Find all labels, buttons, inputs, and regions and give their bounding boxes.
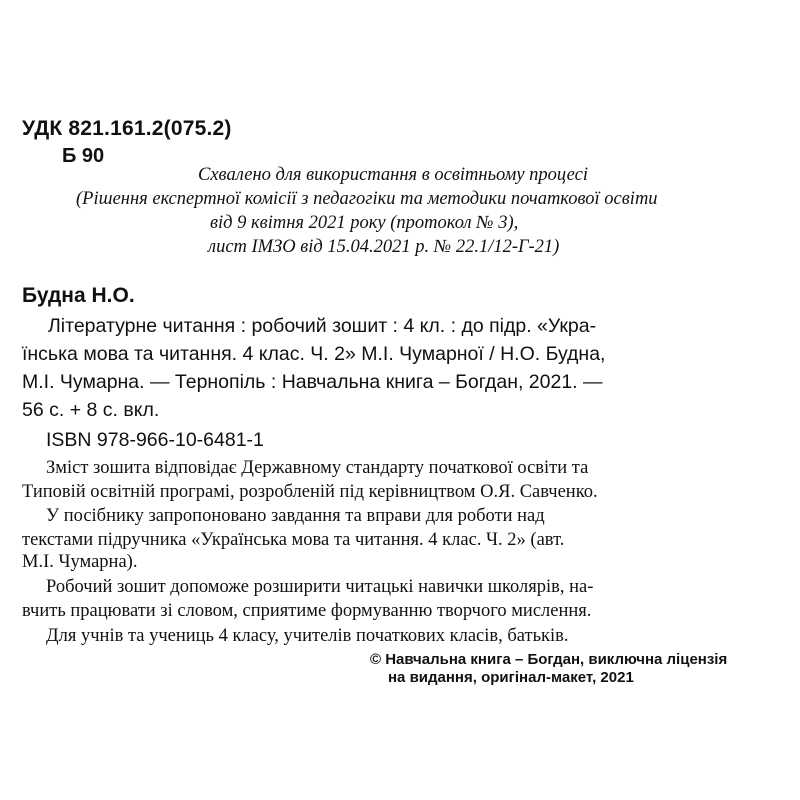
annotation-line-7: вчить працювати зі словом, сприятиме формуванню творчого мислення. [22, 601, 592, 621]
approval-line-4: лист ІМЗО від 15.04.2021 р. № 22.1/12-Г-21) [208, 237, 560, 257]
biblio-line-1: Літературне читання : робочий зошит : 4 кл. : до підр. «Укра- [48, 315, 597, 337]
biblio-line-3: М.І. Чумарна. — Тернопіль : Навчальна книга – Богдан, 2021. — [22, 371, 603, 393]
isbn: ISBN 978-966-10-6481-1 [46, 429, 264, 451]
approval-line-1: Схвалено для використання в освітньому процесі [198, 165, 588, 185]
biblio-line-2: їнська мова та читання. 4 клас. Ч. 2» М.І. Чумарної / Н.О. Будна, [22, 343, 606, 365]
annotation-line-4: текстами підручника «Українська мова та читання. 4 клас. Ч. 2» (авт. [22, 530, 565, 550]
author-mark-code: Б 90 [62, 145, 105, 167]
annotation-line-5: М.І. Чумарна). [22, 552, 138, 572]
approval-line-3: від 9 квітня 2021 року (протокол № 3), [210, 213, 519, 233]
author-heading: Будна Н.О. [22, 284, 135, 307]
copyright-line-1: © Навчальна книга – Богдан, виключна ліцензія [370, 651, 728, 668]
annotation-line-2: Типовій освітній програмі, розробленій під керівництвом О.Я. Савченко. [22, 482, 598, 502]
approval-line-2: (Рішення експертної комісії з педагогіки та методики початкової освіти [76, 189, 658, 209]
biblio-line-4: 56 с. + 8 с. вкл. [22, 399, 160, 421]
copyright-line-2: на видання, оригінал-макет, 2021 [388, 669, 634, 686]
annotation-line-8: Для учнів та учениць 4 класу, учителів початкових класів, батьків. [46, 626, 569, 646]
annotation-line-1: Зміст зошита відповідає Державному стандарту початкової освіти та [46, 458, 589, 478]
annotation-line-3: У посібнику запропоновано завдання та вправи для роботи над [46, 506, 545, 526]
udk-code: УДК 821.161.2(075.2) [22, 117, 232, 140]
annotation-line-6: Робочий зошит допоможе розширити читацькі навички школярів, на- [46, 577, 594, 597]
